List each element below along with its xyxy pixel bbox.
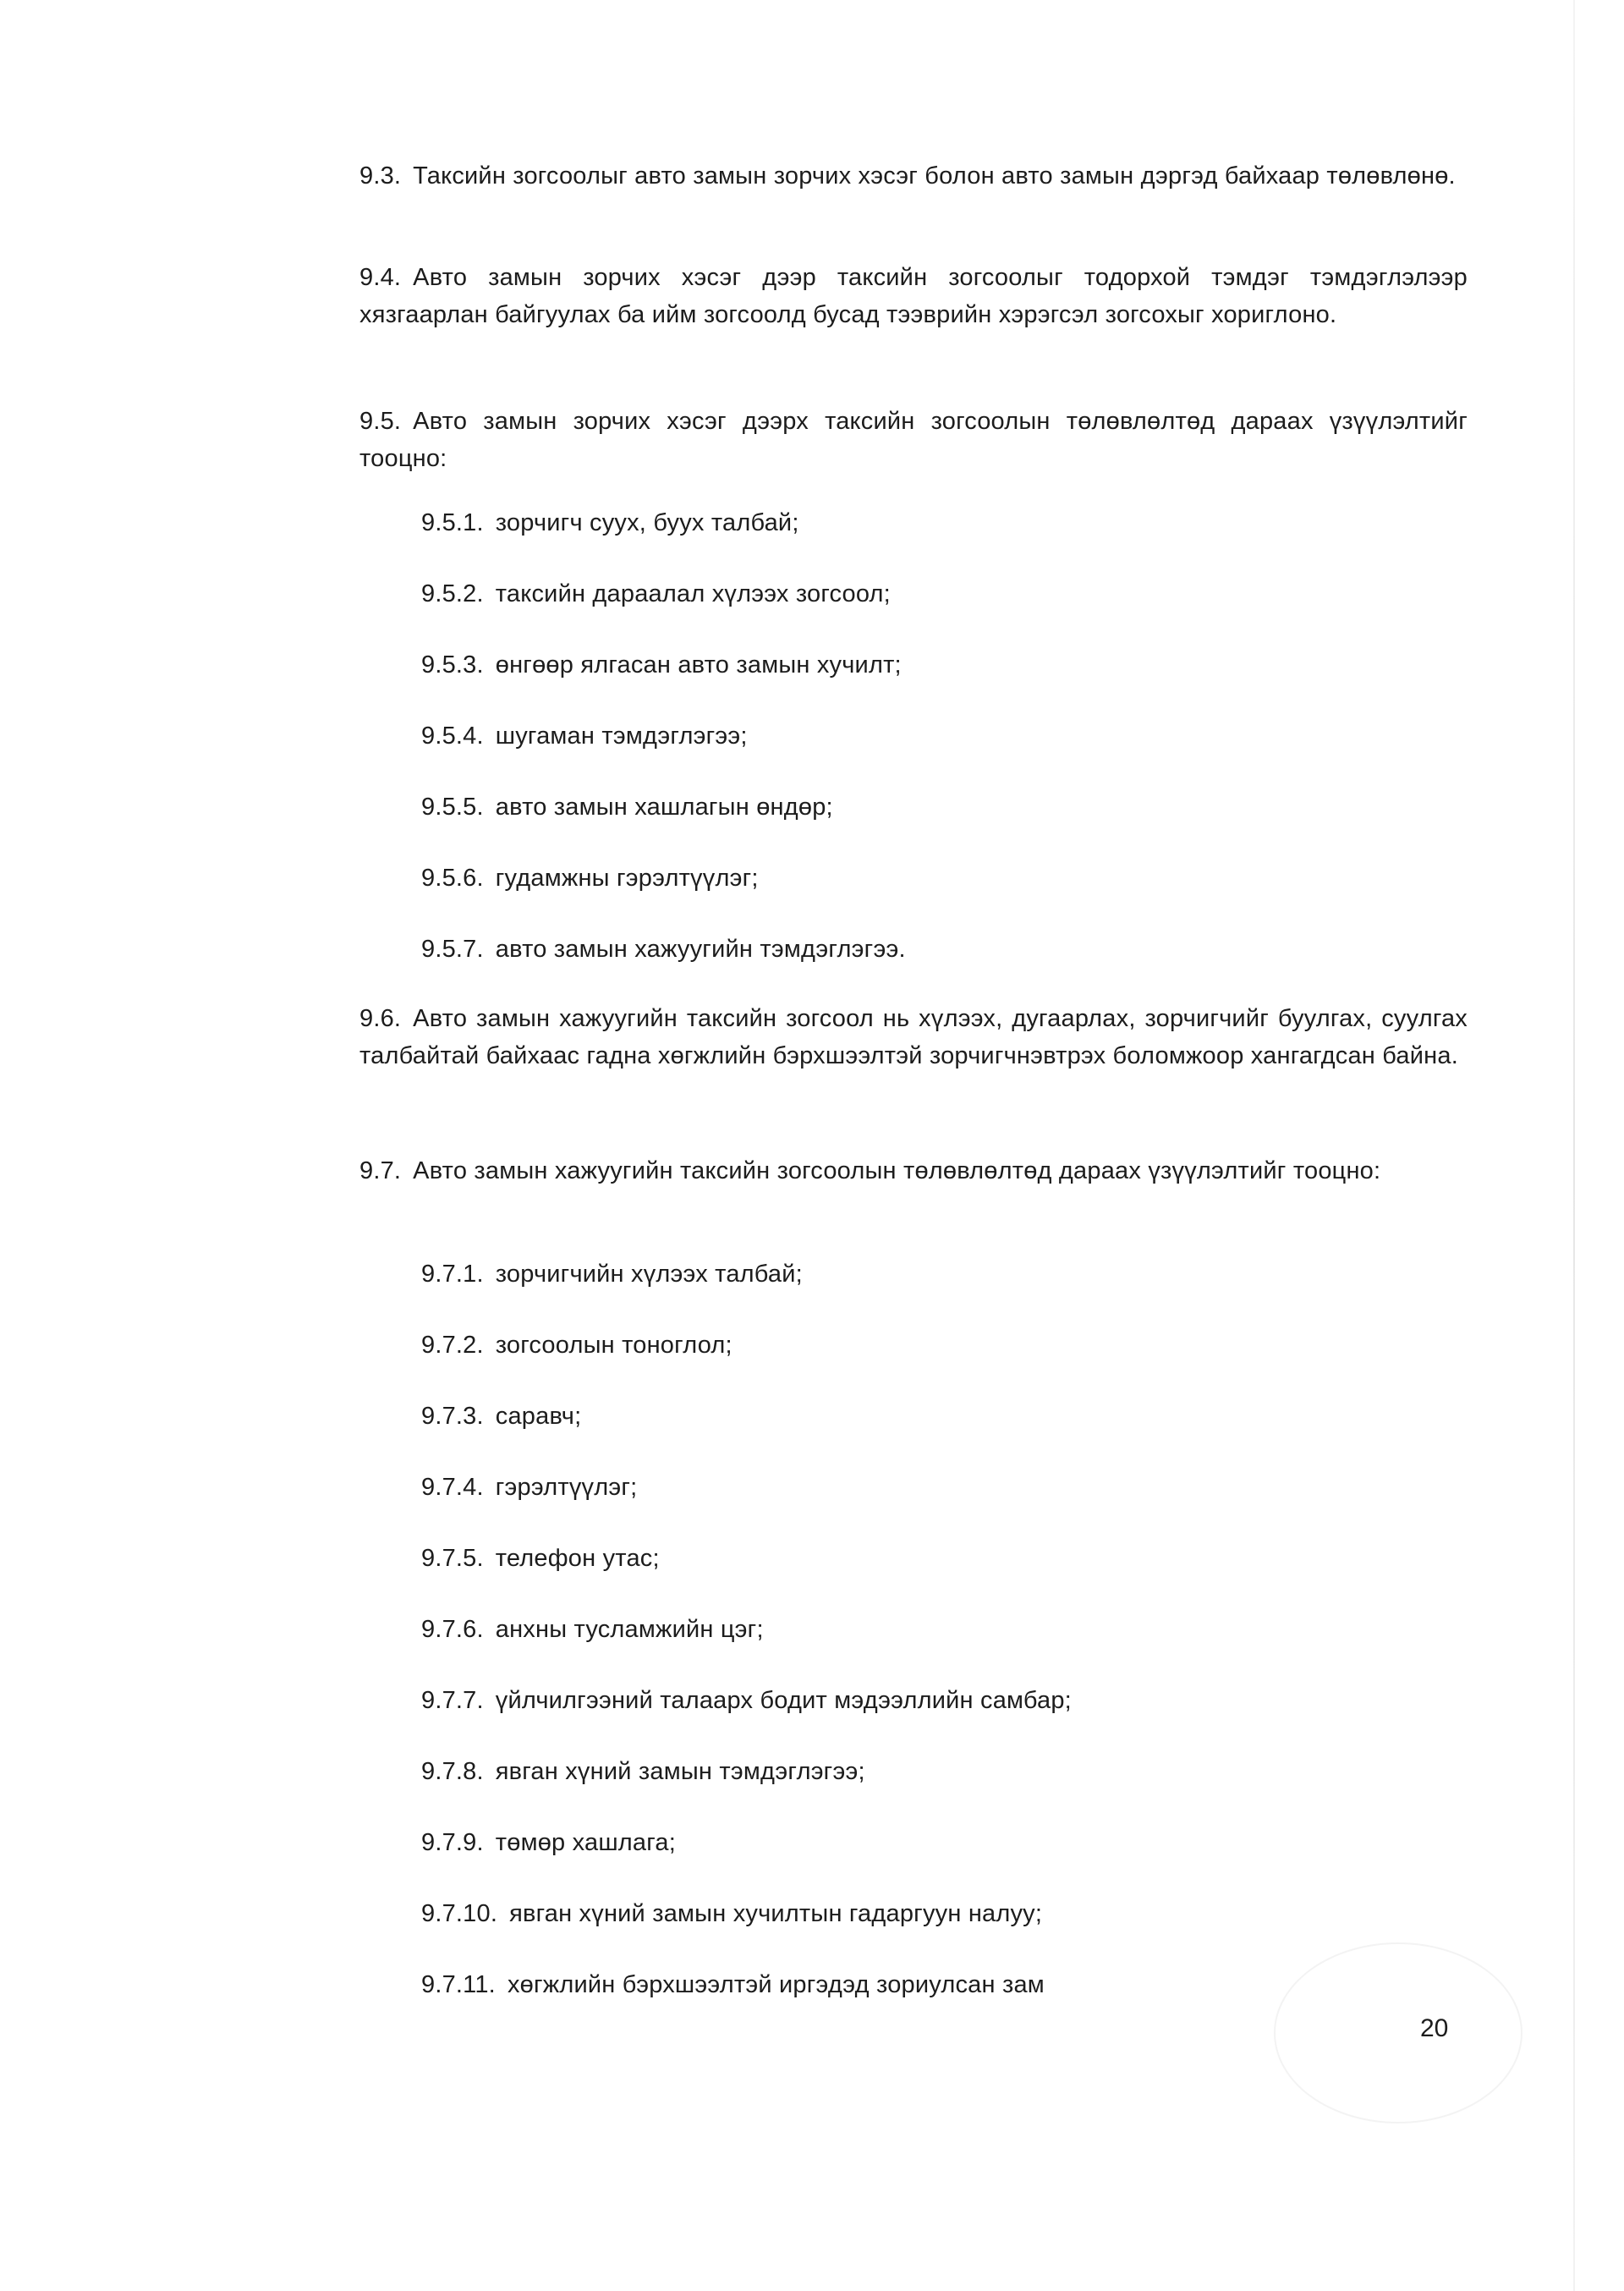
item-number: 9.7.4. — [421, 1474, 484, 1501]
list-item-9-7-1 — [421, 1255, 803, 1293]
item-text: шугаман тэмдэглэгээ; — [495, 722, 748, 750]
list-item-9-7-6 — [421, 1611, 764, 1648]
list-item-9-5-5 — [421, 788, 833, 826]
list-item-9-7-4 — [421, 1469, 637, 1506]
list-item-9-7-9 — [421, 1824, 676, 1861]
item-text: явган хүний замын тэмдэглэгээ; — [495, 1758, 865, 1785]
list-item-9-7-2 — [421, 1327, 732, 1364]
paragraph-number: 9.7. — [359, 1157, 402, 1184]
paragraph-text — [254, 259, 1468, 333]
item-number: 9.7.10. — [421, 1900, 498, 1927]
list-item-9-7-7 — [421, 1682, 1072, 1719]
list-item-9-7-10 — [421, 1895, 1042, 1932]
item-number: 9.5.2. — [421, 580, 484, 607]
paragraph-body: Авто замын хажуугийн таксийн зогсоолын төлөвлөлтөд дараах үзүүлэлтийг тооцно: — [413, 1157, 1381, 1184]
item-number: 9.7.1. — [421, 1261, 484, 1288]
item-number: 9.7.2. — [421, 1332, 484, 1359]
item-text: таксийн дараалал хүлээх зогсоол; — [495, 580, 891, 607]
paragraph-body: Авто замын хажуугийн таксийн зогсоол нь хүлээх, дугаарлах, зорчигчийг буулгах, суулгах талбайтай байхаас гадна хөгжлийн бэрхшээлтэй зорчигчнэвтрэх боломжоор хангагдсан байна. — [359, 1005, 1468, 1069]
list-item-9-7-5 — [421, 1540, 660, 1577]
item-number: 9.7.9. — [421, 1829, 484, 1856]
paragraph-number: 9.5. — [359, 408, 402, 435]
item-number: 9.7.3. — [421, 1403, 484, 1430]
paragraph-number: 9.6. — [359, 1005, 402, 1032]
list-item-9-7-8 — [421, 1753, 865, 1790]
paragraph-9-5 — [254, 403, 1468, 477]
list-item-9-5-6 — [421, 860, 759, 897]
item-number: 9.5.1. — [421, 509, 484, 536]
item-number: 9.7.8. — [421, 1758, 484, 1785]
item-text: гудамжны гэрэлтүүлэг; — [495, 865, 759, 892]
item-text: хөгжлийн бэрхшээлтэй иргэдэд зориулсан зам — [507, 1971, 1045, 1998]
scan-edge-line — [1573, 0, 1575, 2291]
item-number: 9.7.5. — [421, 1545, 484, 1572]
paragraph-number: 9.3. — [359, 162, 402, 190]
paragraph-9-7 — [254, 1152, 1468, 1189]
item-text: анхны тусламжийн цэг; — [495, 1616, 764, 1643]
paragraph-text — [254, 1000, 1468, 1074]
item-text: үйлчилгээний талаарх бодит мэдээллийн самбар; — [495, 1687, 1072, 1714]
paragraph-text — [254, 403, 1468, 477]
item-text: авто замын хажуугийн тэмдэглэгээ. — [495, 936, 906, 963]
item-text: зогсоолын тоноглол; — [495, 1332, 732, 1359]
item-number: 9.5.7. — [421, 936, 484, 963]
paragraph-body: Авто замын зорчих хэсэг дээр таксийн зогсоолыг тодорхой тэмдэг тэмдэглэлээр хязгаарлан байгуулах ба ийм зогсоолд бусад тээврийн хэрэгсэл зогсохыг хориглоно. — [359, 264, 1468, 328]
list-item-9-5-1 — [421, 504, 799, 541]
item-text: телефон утас; — [495, 1545, 660, 1572]
item-number: 9.5.3. — [421, 651, 484, 679]
item-number: 9.5.4. — [421, 722, 484, 750]
paragraph-9-3 — [254, 157, 1468, 195]
list-item-9-7-3 — [421, 1398, 581, 1435]
item-number: 9.5.6. — [421, 865, 484, 892]
paragraph-body: Авто замын зорчих хэсэг дээрх таксийн зогсоолын төлөвлөлтөд дараах үзүүлэлтийг тооцно: — [359, 408, 1468, 472]
item-text: авто замын хашлагын өндөр; — [495, 794, 833, 821]
list-item-9-5-2 — [421, 575, 891, 613]
list-item-9-5-3 — [421, 646, 902, 684]
item-text: явган хүний замын хучилтын гадаргуун налуу; — [509, 1900, 1043, 1927]
paragraph-9-4 — [254, 259, 1468, 333]
paragraph-number: 9.4. — [359, 264, 402, 291]
item-text: зорчигчийн хүлээх талбай; — [495, 1261, 803, 1288]
list-item-9-7-11 — [421, 1966, 1045, 2003]
paragraph-9-6 — [254, 1000, 1468, 1074]
item-number: 9.7.11. — [421, 1971, 496, 1998]
item-text: саравч; — [495, 1403, 582, 1430]
list-item-9-5-4 — [421, 717, 748, 755]
paragraph-text — [254, 157, 1468, 195]
list-item-9-5-7 — [421, 931, 906, 968]
item-number: 9.7.7. — [421, 1687, 484, 1714]
item-number: 9.5.5. — [421, 794, 484, 821]
item-text: гэрэлтүүлэг; — [495, 1474, 638, 1501]
item-number: 9.7.6. — [421, 1616, 484, 1643]
paragraph-body: Таксийн зогсоолыг авто замын зорчих хэсэг болон авто замын дэргэд байхаар төлөвлөнө. — [413, 162, 1456, 190]
item-text: төмөр хашлага; — [495, 1829, 676, 1856]
faint-seal-mark — [1274, 1942, 1522, 2123]
page-number: 20 — [1420, 2014, 1449, 2042]
item-text: өнгөөр ялгасан авто замын хучилт; — [495, 651, 902, 679]
paragraph-text — [254, 1152, 1468, 1189]
item-text: зорчигч суух, буух талбай; — [495, 509, 799, 536]
